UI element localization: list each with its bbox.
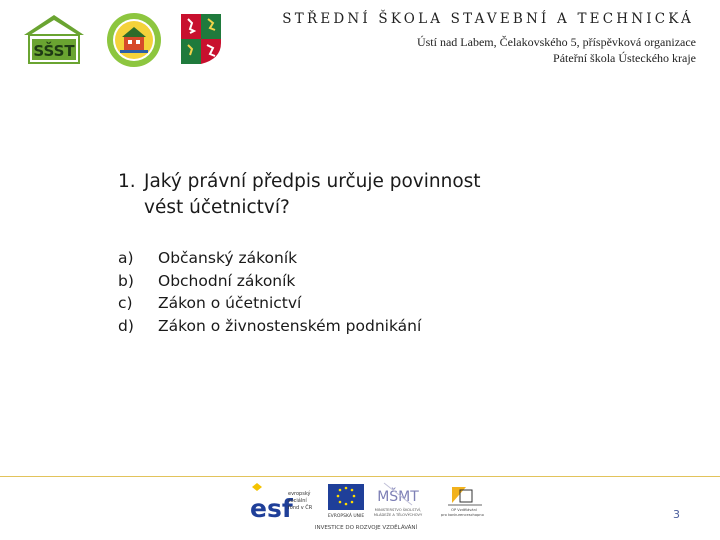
question-text-line-2: vést účetnictví?: [144, 197, 290, 218]
answer-letter: c): [118, 294, 133, 312]
ssst-logo: [22, 13, 86, 65]
answer-text: Obchodní zákoník: [158, 271, 296, 290]
ssst-logo-text: SŠST: [33, 42, 75, 60]
ssst-house-logo-icon: [22, 13, 86, 65]
msmt-caption-2: MLÁDEŽE A TĚLOVÝCHOVY: [373, 513, 423, 517]
esf-caption-3: fond v ČR: [288, 505, 313, 511]
question-text-line-1: Jaký právní předpis určuje povinnost: [144, 171, 481, 192]
answer-option-a: [118, 247, 421, 270]
msmt-caption-1: MINISTERSTVO ŠKOLSTVÍ,: [374, 508, 422, 512]
esf-logo-text: esf: [250, 494, 293, 523]
answer-text: Zákon o živnostenském podnikání: [158, 316, 422, 335]
school-address: Ústí nad Labem, Čelakovského 5, příspěvková organizace: [416, 35, 696, 49]
round-school-logo: [106, 12, 162, 68]
op-caption-1: OP Vzdělávání: [451, 508, 477, 512]
op-caption-2: pro konkurenceschopnost: [440, 513, 484, 517]
answer-letter: a): [118, 249, 134, 267]
msmt-logo-icon: [374, 483, 423, 517]
answer-text: Zákon o účetnictví: [158, 294, 302, 312]
answer-option-b: [118, 270, 421, 293]
op-vk-logo-icon: [441, 487, 484, 517]
school-subtitle: Páteřní škola Ústeckého kraje: [553, 51, 696, 65]
esf-caption-2: sociální: [288, 498, 307, 504]
footer-divider: [0, 476, 720, 477]
question-line-1: [118, 169, 538, 195]
answer-list: [118, 247, 421, 337]
ustecky-kraj-crest: [180, 13, 222, 65]
answer-letter: d): [118, 316, 134, 335]
school-name: STŘEDNÍ ŠKOLA STAVEBNÍ A TECHNICKÁ: [282, 11, 694, 27]
answer-text: Občanský zákoník: [158, 249, 298, 267]
eu-caption: EVROPSKÁ UNIE: [327, 514, 365, 519]
msmt-logo-text: MŠMT: [377, 489, 419, 505]
answer-option-d: [118, 315, 421, 338]
question-number: 1.: [118, 171, 136, 192]
page-number: 3: [673, 508, 680, 521]
esf-caption-1: evropský: [288, 491, 311, 497]
question: [118, 169, 538, 221]
answer-option-c: [118, 292, 421, 315]
footer-logo-strip: [248, 481, 484, 533]
esf-logo-icon: [250, 483, 313, 523]
round-school-emblem-icon: [106, 12, 162, 68]
eu-flag-icon: [328, 484, 365, 519]
answer-letter: b): [118, 271, 134, 290]
ustecky-kraj-crest-icon: [180, 13, 222, 65]
footer-tagline: INVESTICE DO ROZVOJE VZDĚLÁVÁNÍ: [314, 525, 418, 531]
